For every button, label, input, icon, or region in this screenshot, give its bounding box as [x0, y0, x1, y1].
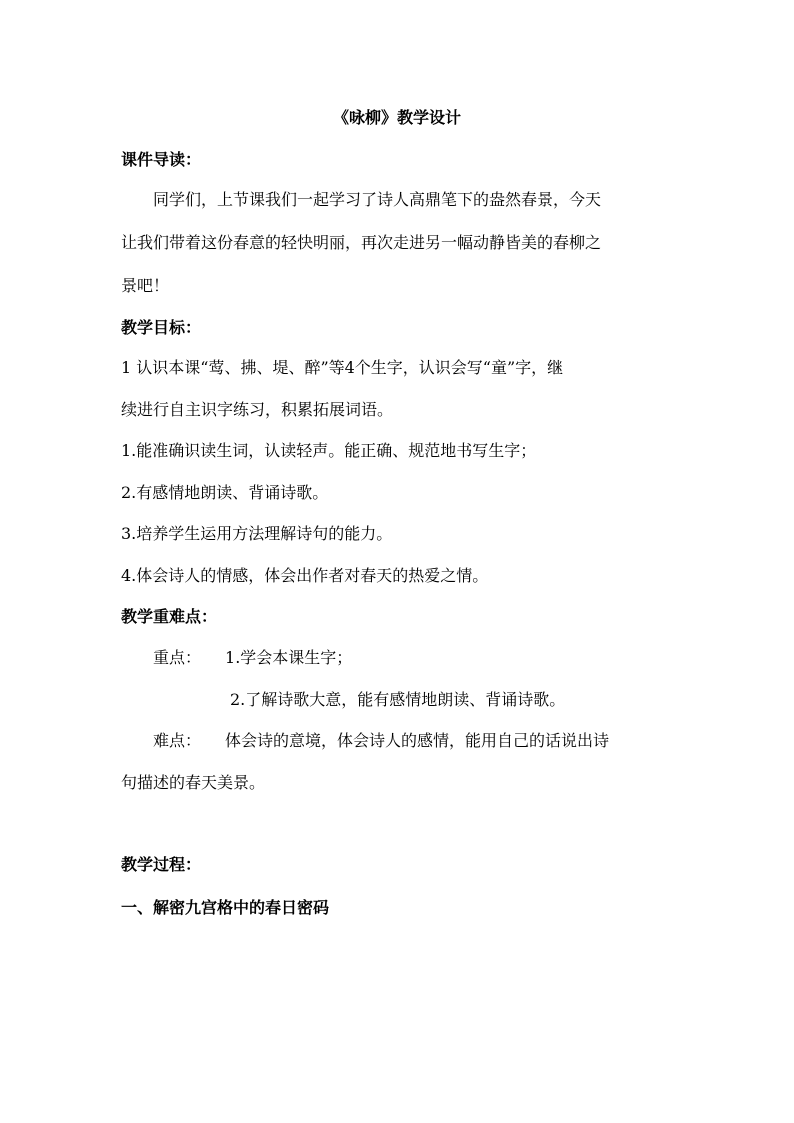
process-heading: 教学过程： — [121, 855, 202, 874]
difficulty-label: 难点： — [153, 731, 202, 750]
goals-line-5: 3.培养学生运用方法理解诗句的能力。 — [121, 524, 393, 543]
key-heading: 教学重难点： — [121, 607, 218, 626]
difficulty-line-1: 体会诗的意境，体会诗人的感情，能用自己的话说出诗 — [225, 731, 610, 750]
intro-line-3: 景吧！ — [121, 276, 170, 295]
intro-line-1: 同学们，上节课我们一起学习了诗人高鼎笔下的盎然春景，今天 — [153, 190, 602, 209]
goals-line-3: 1.能准确识读生词，认读轻声。能正确、规范地书写生字； — [121, 441, 537, 460]
key-item-2: 2.了解诗歌大意，能有感情地朗读、背诵诗歌。 — [230, 690, 566, 709]
goals-line-1: 1 认识本课“莺、拂、堤、醉”等4个生字，认识会写“童”字，继 — [121, 358, 564, 377]
document-title: 《咏柳》教学设计 — [332, 108, 461, 127]
key-label: 重点： — [153, 648, 202, 667]
intro-heading: 课件导读： — [121, 150, 202, 169]
difficulty-line-2: 句描述的春天美景。 — [121, 773, 266, 792]
step1-heading: 一、解密九宫格中的春日密码 — [121, 898, 330, 917]
goals-line-2: 续进行自主识字练习，积累拓展词语。 — [121, 400, 394, 419]
difficulty-row — [153, 731, 713, 751]
goals-line-6: 4.体会诗人的情感，体会出作者对春天的热爱之情。 — [121, 566, 489, 585]
intro-line-2: 让我们带着这份春意的轻快明丽，再次走进另一幅动静皆美的春柳之 — [121, 233, 602, 252]
goals-heading: 教学目标： — [121, 318, 202, 337]
key-item-1: 1.学会本课生字； — [225, 648, 353, 667]
key-point-row — [153, 648, 713, 668]
goals-line-4: 2.有感情地朗读、背诵诗歌。 — [121, 483, 329, 502]
